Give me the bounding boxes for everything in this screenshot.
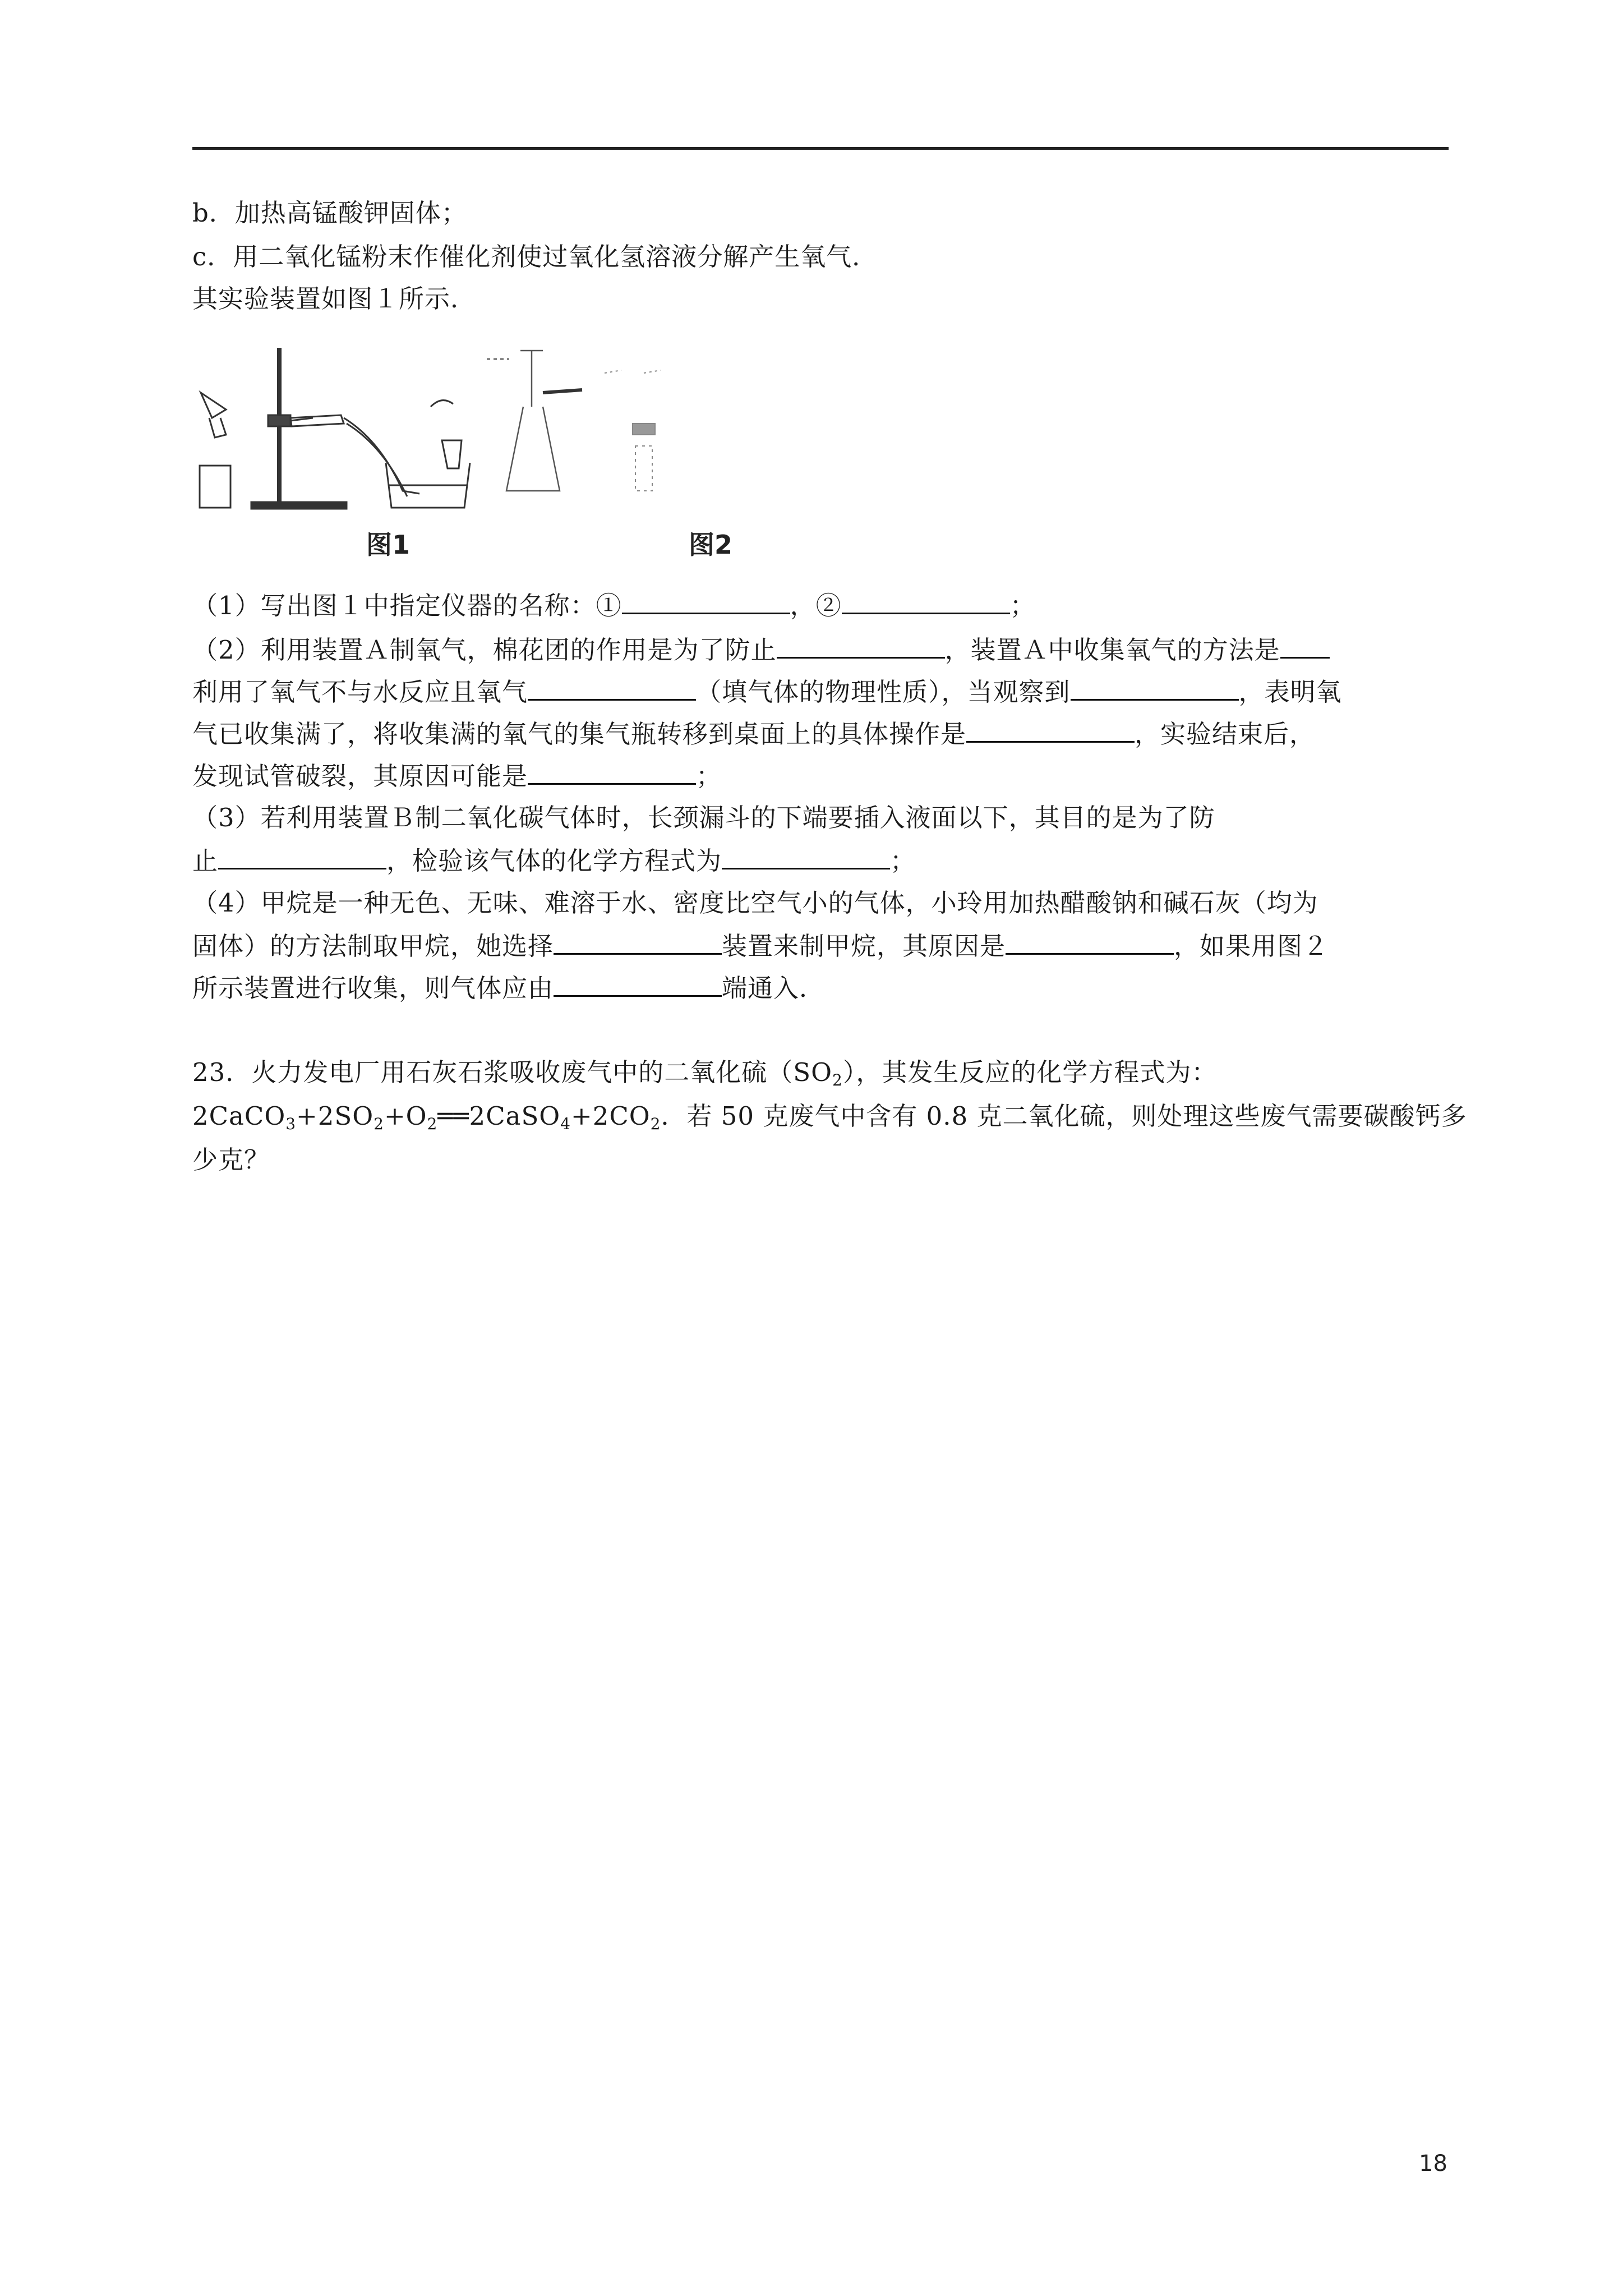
apparatus-fig2 [605, 370, 661, 491]
equation-term: 2CaCO [192, 1101, 286, 1131]
answer-blank[interactable] [777, 632, 945, 659]
question-4-line-2 [192, 928, 1329, 963]
option-c-line: c．用二氧化锰粉末作催化剂使过氧化氢溶液分解产生氧气． [192, 242, 878, 272]
page-number: 18 [1419, 2151, 1447, 2177]
subscript: 2 [650, 1115, 661, 1133]
header-rule [192, 147, 1449, 150]
figure-1-caption: 图1 [366, 530, 411, 560]
setup-intro-line: 其实验装置如图１所示． [192, 284, 477, 314]
question-2-line-2 [192, 674, 1342, 709]
equation-term: ══2CaSO [437, 1101, 561, 1131]
q1-text-part3: ； [1009, 591, 1036, 620]
question-2-line-1 [192, 632, 1330, 667]
answer-blank[interactable] [1071, 674, 1239, 701]
q23-text: ），其发生反应的化学方程式为： [842, 1057, 1218, 1087]
answer-blank[interactable] [966, 716, 1135, 743]
answer-blank[interactable] [1280, 632, 1330, 659]
answer-blank[interactable] [554, 970, 722, 997]
apparatus-b [487, 351, 582, 491]
answer-blank[interactable] [722, 843, 890, 869]
q2-text: （2）利用装置Ａ制氧气，棉花团的作用是为了防止 [192, 635, 777, 665]
question-3-line-1: （3）若利用装置Ｂ制二氧化碳气体时，长颈漏斗的下端要插入液面以下，其目的是为了防 [192, 803, 1215, 832]
q4-text: 固体）的方法制取甲烷，她选择 [192, 931, 554, 961]
q4-text: 所示装置进行收集，则气体应由 [192, 973, 554, 1003]
q2-text: ，实验结束后， [1135, 719, 1316, 749]
question-4-line-3 [192, 970, 825, 1005]
q3-text: 止 [192, 846, 219, 876]
answer-blank[interactable] [842, 588, 1010, 614]
q4-text: 端通入． [722, 973, 826, 1003]
equation-term: +O [384, 1101, 427, 1131]
subscript: 2 [427, 1115, 438, 1133]
question-1-line [192, 588, 1036, 623]
q3-text: ； [890, 846, 916, 876]
answer-blank[interactable] [528, 674, 696, 701]
q2-text: ； [696, 761, 722, 791]
q2-text: 气已收集满了，将收集满的氧气的集气瓶转移到桌面上的具体操作是 [192, 719, 967, 749]
subscript: 2 [374, 1115, 384, 1133]
answer-blank[interactable] [622, 588, 790, 614]
equation-term: +2SO [296, 1101, 374, 1131]
q3-text: ，检验该气体的化学方程式为 [386, 846, 722, 876]
q2-text: （填气体的物理性质），当观察到 [696, 677, 1071, 707]
question-23-line-1 [192, 1056, 1217, 1089]
answer-blank[interactable] [1006, 928, 1174, 955]
answer-blank[interactable] [554, 928, 722, 955]
q23-text: 23．火力发电厂用石灰石浆吸收废气中的二氧化硫（SO [192, 1057, 832, 1087]
equation-term: +2CO [571, 1101, 651, 1131]
question-23-line-3: 少克？ [192, 1145, 270, 1175]
q4-text: 装置来制甲烷，其原因是 [722, 931, 1006, 961]
question-2-line-3 [192, 716, 1315, 751]
q2-text: ，表明氧 [1238, 677, 1342, 707]
apparatus-a [200, 348, 470, 509]
question-2-line-4 [192, 758, 722, 793]
q2-text: 发现试管破裂，其原因可能是 [192, 761, 528, 791]
q23-text: ．若 50 克废气中含有 0.8 克二氧化硫，则处理这些废气需要碳酸钙多 [661, 1101, 1467, 1131]
subscript: 2 [832, 1071, 843, 1089]
subscript: 3 [285, 1115, 297, 1133]
question-23-equation-line [192, 1099, 1467, 1133]
q1-text-part2: ，② [790, 591, 842, 620]
question-3-line-2 [192, 843, 916, 878]
subscript: 4 [560, 1115, 571, 1133]
figure-2-caption: 图2 [689, 530, 733, 560]
answer-blank[interactable] [218, 843, 386, 869]
q4-text: ，如果用图２ [1174, 931, 1329, 961]
q2-text: ，装置Ａ中收集氧气的方法是 [944, 635, 1280, 665]
apparatus-figures [195, 339, 756, 564]
question-4-line-1: （4）甲烷是一种无色、无味、难溶于水、密度比空气小的气体，小玲用加热醋酸钠和碱石灰（均为 [192, 888, 1318, 918]
answer-blank[interactable] [528, 758, 696, 785]
q1-text-part1: （1）写出图１中指定仪器的名称：① [192, 591, 622, 620]
option-b-line: b．加热高锰酸钾固体； [192, 198, 467, 228]
q2-text: 利用了氧气不与水反应且氧气 [192, 677, 528, 707]
apparatus-illustration [195, 339, 756, 564]
